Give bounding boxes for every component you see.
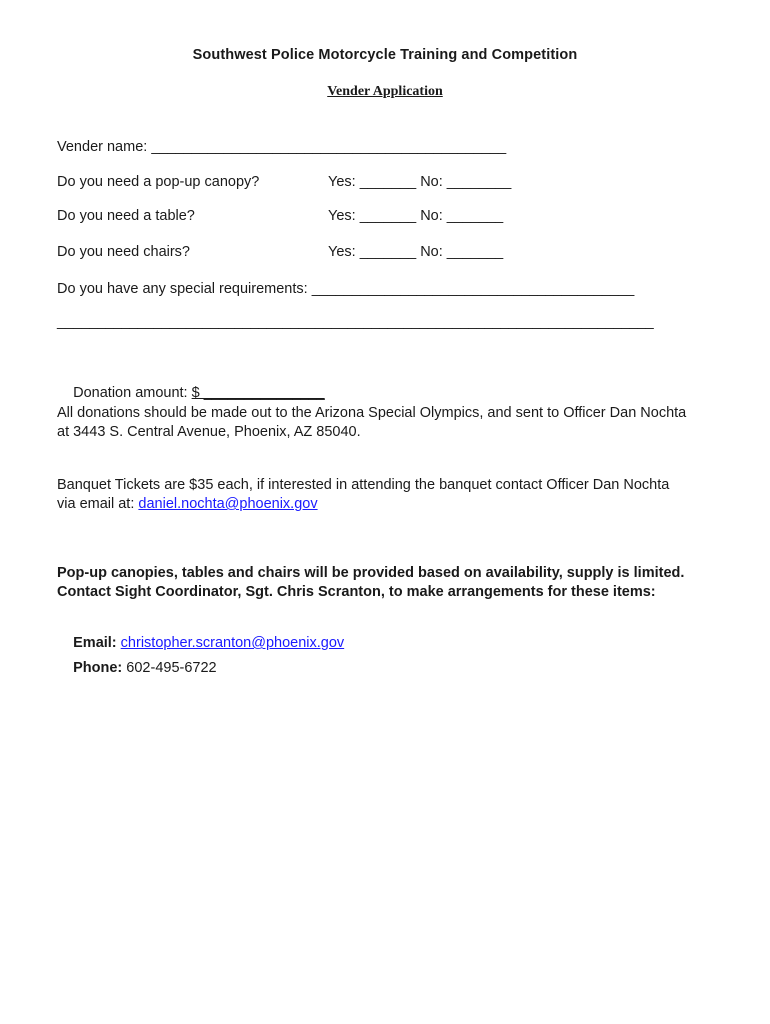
contact-phone-value: 602-495-6722	[126, 660, 217, 676]
document-title: Southwest Police Motorcycle Training and Competition	[192, 47, 578, 63]
chairs-question: Do you need chairs?	[57, 244, 190, 260]
vender-name-field[interactable]: Vender name: ____________________________________________	[57, 139, 507, 155]
banquet-email-prefix: via email at:	[57, 496, 139, 512]
banquet-email-link[interactable]: daniel.nochta@phoenix.gov	[138, 496, 318, 512]
table-question: Do you need a table?	[57, 208, 195, 224]
donation-amount-field[interactable]: $ _______________	[191, 385, 325, 401]
banquet-paragraph	[57, 476, 727, 514]
special-requirements-line2[interactable]: __________________________________________________________________________	[57, 314, 654, 330]
contact-phone-label: Phone:	[73, 660, 127, 676]
contact-email-link[interactable]: christopher.scranton@phoenix.gov	[120, 635, 345, 651]
notice-line-2: Contact Sight Coordinator, Sgt. Chris Scranton, to make arrangements for these items:	[57, 584, 656, 600]
availability-notice	[57, 564, 757, 602]
table-answer-field[interactable]: Yes: _______ No: _______	[328, 208, 504, 224]
contact-phone-row	[57, 644, 217, 692]
contact-email-label: Email:	[73, 635, 121, 651]
donations-line-2: at 3443 S. Central Avenue, Phoenix, AZ 85040.	[57, 424, 361, 440]
donations-line-1: All donations should be made out to the Arizona Special Olympics, and sent to Officer Dan Nochta	[57, 405, 687, 421]
special-requirements-field[interactable]: Do you have any special requirements: ________________________________________	[57, 281, 635, 297]
document-subtitle: Vender Application	[327, 84, 443, 99]
donation-label: Donation amount:	[73, 385, 192, 401]
notice-line-1: Pop-up canopies, tables and chairs will be provided based on availability, supply is limited.	[57, 565, 685, 581]
banquet-line-2	[57, 495, 727, 514]
canopy-answer-field[interactable]: Yes: _______ No: ________	[328, 174, 512, 190]
canopy-question: Do you need a pop-up canopy?	[57, 174, 260, 190]
chairs-answer-field[interactable]: Yes: _______ No: _______	[328, 244, 504, 260]
donations-paragraph	[57, 404, 727, 442]
banquet-line-1: Banquet Tickets are $35 each, if interested in attending the banquet contact Officer Dan Nochta	[57, 477, 670, 493]
